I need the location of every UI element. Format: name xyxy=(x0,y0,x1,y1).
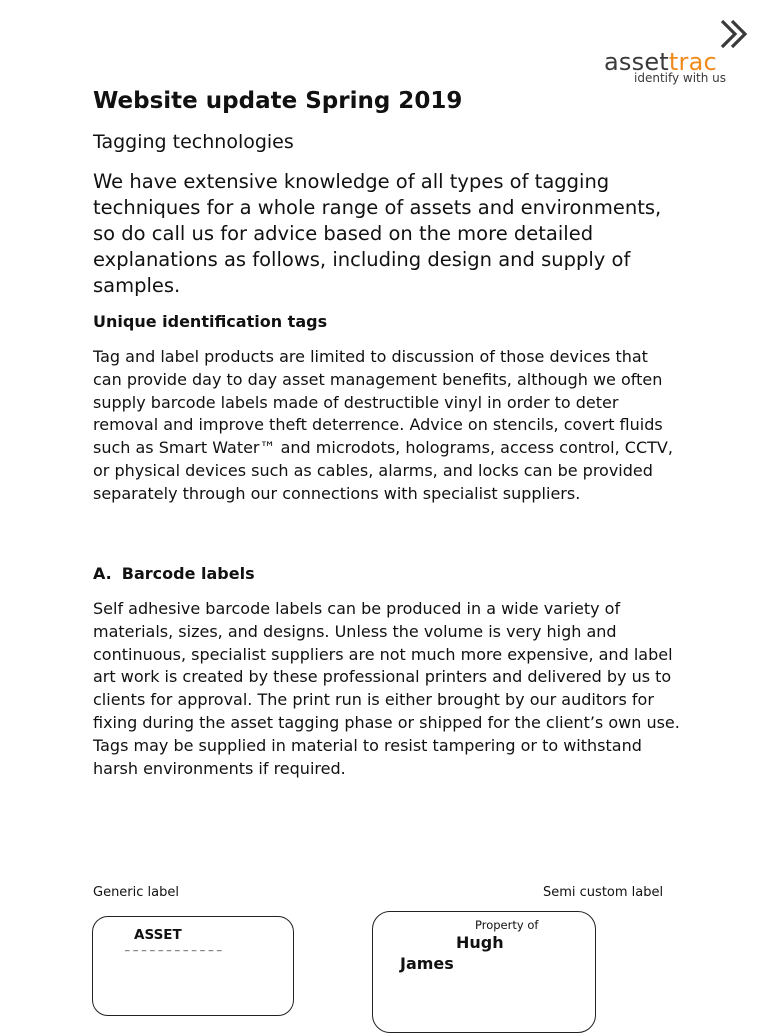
section-heading-unique-tags: Unique identification tags xyxy=(93,312,328,331)
logo-tagline: identify with us xyxy=(634,71,727,85)
section-body-barcode-labels: Self adhesive barcode labels can be produced in a wide variety of materials, sizes, and designs. Unless the volume is very high and continuous, specialist suppliers are not much more expensive, and label art work is created by these professional printers and delivered by us to clients for approval. The print run is either brought by our auditors for fixing during the asset tagging phase or shipped for the client’s own use. Tags may be supplied in material to resist tampering or to withstand harsh environments if required. xyxy=(93,599,680,778)
generic-label-title: ASSET xyxy=(134,927,182,943)
generic-label-sample xyxy=(92,916,294,1016)
section-number: A. xyxy=(93,564,112,583)
semi-custom-label-sample xyxy=(372,911,596,1033)
assettrac-logo xyxy=(600,18,760,88)
section-title: Barcode labels xyxy=(121,564,255,583)
section-heading-barcode-labels xyxy=(93,564,683,584)
lead-paragraph: We have extensive knowledge of all types of tagging techniques for a whole range of assets and environments, so do call us for advice based on the more detailed explanations as follows, including design and supply of samples. xyxy=(93,170,662,297)
semi-custom-label-caption: Semi custom label xyxy=(543,885,664,900)
page-subtitle: Tagging technologies xyxy=(93,131,294,153)
property-of-text: Property of xyxy=(475,918,539,932)
owner-first-name: Hugh xyxy=(456,933,504,952)
generic-label-dashes: _ _ _ _ _ _ _ _ _ _ _ _ xyxy=(125,942,222,952)
owner-last-name: James xyxy=(400,954,454,973)
page-title: Website update Spring 2019 xyxy=(93,88,463,114)
logo-name-part1: asset xyxy=(604,48,669,76)
logo-name-part2: trac xyxy=(668,48,717,76)
section-body-unique-tags: Tag and label products are limited to discussion of those devices that can provide day to day asset management benefits, although we often supply barcode labels made of destructible vinyl in order to deter removal and improve theft deterrence. Advice on stencils, covert fluids such as Smart Water™ and microdots, holograms, access control, CCTV, or physical devices such as cables, alarms, and locks can be provided separately through our connections with specialist suppliers. xyxy=(93,347,673,503)
double-chevron-icon xyxy=(718,18,754,52)
generic-label-caption: Generic label xyxy=(93,885,179,900)
